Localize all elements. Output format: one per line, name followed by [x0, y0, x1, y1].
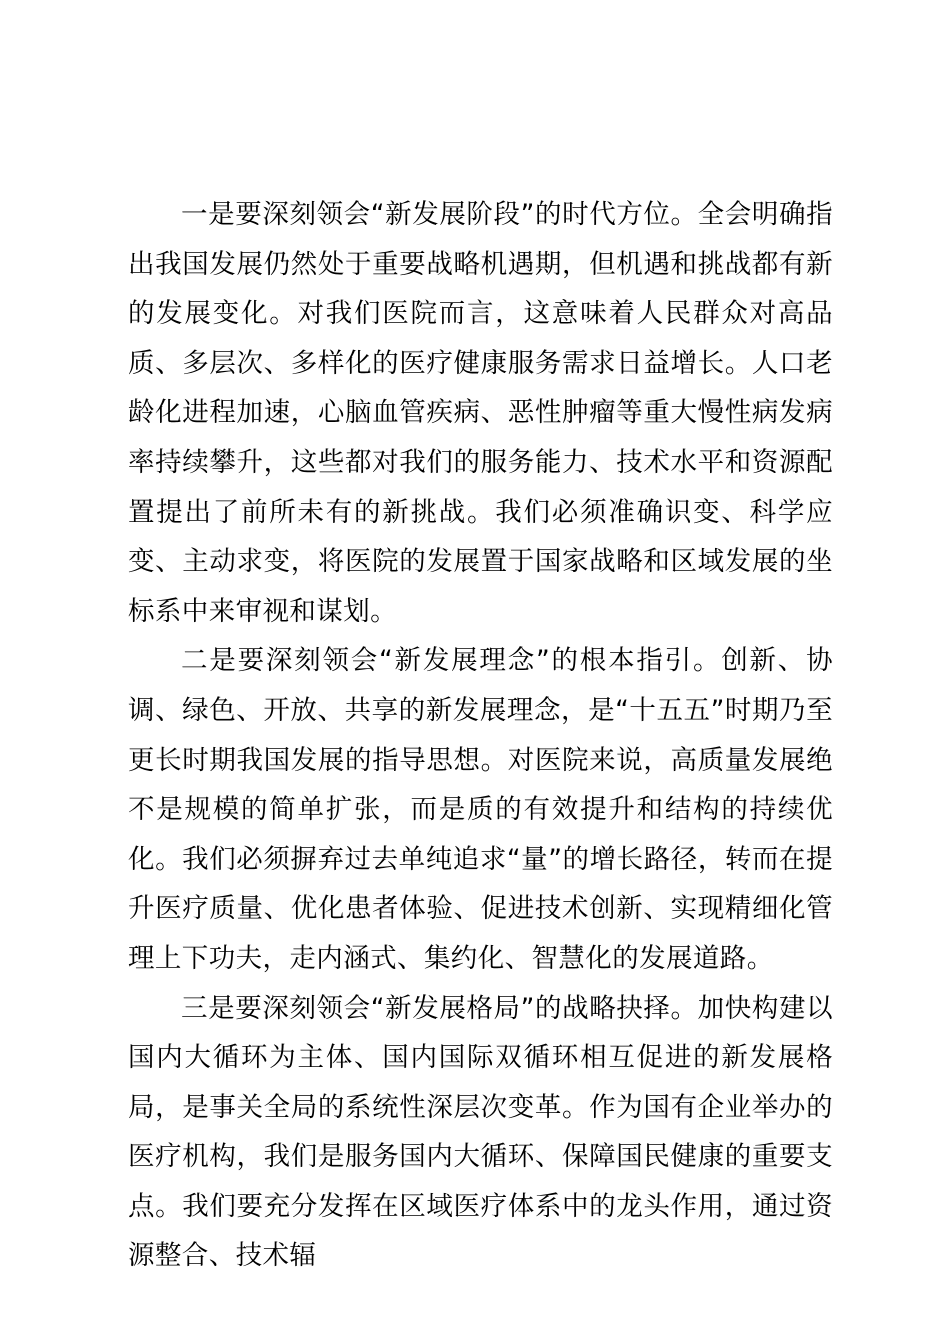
paragraph-new-development-stage: 一是要深刻领会“新发展阶段”的时代方位。全会明确指出我国发展仍然处于重要战略机遇期，但机遇和挑战都有新的发展变化。对我们医院而言，这意味着人民群众对高品质、多层次、多样化的医疗健康服务需求日益增长。人口老龄化进程加速，心脑血管疾病、恶性肿瘤等重大慢性病发病率持续攀升，这些都对我们的服务能力、技术水平和资源配置提出了前所未有的新挑战。我们必须准确识变、科学应变、主动求变，将医院的发展置于国家战略和区域发展的坐标系中来审视和谋划。: [128, 199, 833, 627]
paragraph-new-development-pattern: 三是要深刻领会“新发展格局”的战略抉择。加快构建以国内大循环为主体、国内国际双循环相互促进的新发展格局，是事关全局的系统性深层次变革。作为国有企业举办的医疗机构，我们是服务国内大循环、保障国民健康的重要支点。我们要充分发挥在区域医疗体系中的龙头作用，通过资源整合、技术辐: [128, 992, 833, 1272]
document-body: [128, 190, 833, 1281]
paragraph-new-development-philosophy: 二是要深刻领会“新发展理念”的根本指引。创新、协调、绿色、开放、共享的新发展理念，是“十五五”时期乃至更长时期我国发展的指导思想。对医院来说，高质量发展绝不是规模的简单扩张，而是质的有效提升和结构的持续优化。我们必须摒弃过去单纯追求“量”的增长路径，转而在提升医疗质量、优化患者体验、促进技术创新、实现精细化管理上下功夫，走内涵式、集约化、智慧化的发展道路。: [128, 645, 833, 974]
